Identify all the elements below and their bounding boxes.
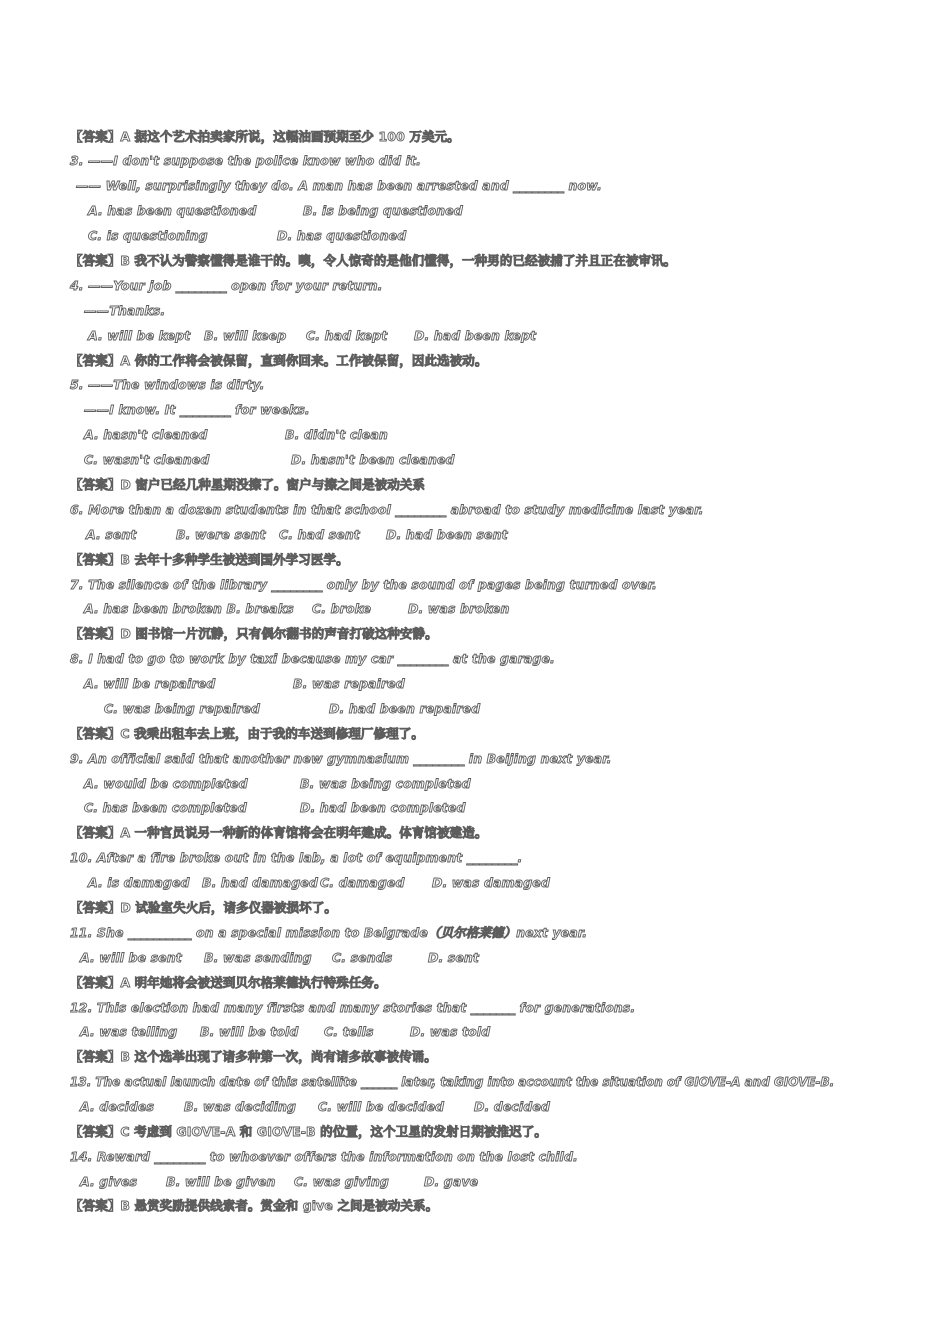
option-6d: D. had been sent: [386, 527, 508, 542]
question-6: 6. More than a dozen students in that school ________ abroad to study medicine last year.: [70, 502, 704, 517]
option-9d: D. had been completed: [300, 800, 466, 815]
option-13d: D. decided: [474, 1099, 550, 1114]
option-13b: B. was deciding: [184, 1099, 297, 1114]
question-13: 13. The actual launch date of this satellite ______ later, taking into account the situation of GIOVE-A and GIOVE-B.: [70, 1075, 835, 1089]
answer-11: 【答案】A 明年她将会被送到贝尔格莱德执行特殊任务。: [70, 975, 387, 990]
answer-14: 【答案】B 悬赏奖励提供线索者。赏金和 give 之间是被动关系。: [70, 1198, 439, 1213]
option-7c: C. broke: [312, 601, 372, 616]
option-12a: A. was telling: [80, 1024, 178, 1039]
option-5a: A. hasn't cleaned: [84, 427, 208, 442]
option-3d: D. has questioned: [277, 228, 407, 243]
option-4b: B. will keep: [204, 328, 287, 343]
option-10b: B. had damaged: [202, 875, 318, 890]
answer-9: 【答案】A 一种官员说另一种新的体育馆将会在明年建成。体育馆被建造。: [70, 825, 488, 840]
option-9c: C. has been completed: [84, 800, 247, 815]
question-5-reply: ——I know. It ________ for weeks.: [84, 402, 310, 417]
option-14c: C. was giving: [294, 1174, 389, 1189]
option-5d: D. hasn't been cleaned: [291, 452, 455, 467]
question-9: 9. An official said that another new gymnasium ________ in Beijing next year.: [70, 751, 612, 766]
question-11: 11. She __________ on a special mission to Belgrade（贝尔格莱德）next year.: [70, 925, 588, 940]
option-13a: A. decides: [80, 1099, 154, 1114]
question-8: 8. I had to go to work by taxi because my car ________ at the garage.: [70, 651, 555, 666]
question-3-reply: —— Well, surprisingly they do. A man has been arrested and ________ now.: [76, 178, 602, 193]
option-9a: A. would be completed: [84, 776, 248, 791]
option-7a-7b: A. has been broken B. breaks: [84, 601, 294, 616]
option-14d: D. gave: [424, 1174, 479, 1189]
option-11b: B. was sending: [204, 950, 312, 965]
option-5b: B. didn't clean: [285, 427, 388, 442]
option-12d: D. was told: [410, 1024, 491, 1039]
option-3b: B. is being questioned: [303, 203, 463, 218]
option-10a: A. is damaged: [88, 875, 190, 890]
option-4d: D. had been kept: [414, 328, 537, 343]
question-7: 7. The silence of the library ________ only by the sound of pages being turned over.: [70, 577, 657, 592]
option-13c: C. will be decided: [318, 1099, 445, 1114]
option-11c: C. sends: [332, 950, 393, 965]
answer-13: 【答案】C 考虑到 GIOVE-A 和 GIOVE-B 的位置，这个卫星的发射日期被推迟了。: [70, 1124, 547, 1139]
answer-8: 【答案】C 我乘出租车去上班，由于我的车送到修理厂修理了。: [70, 726, 424, 741]
question-12: 12. This election had many firsts and many stories that _______ for generations.: [70, 1000, 636, 1015]
option-8a: A. will be repaired: [84, 676, 216, 691]
option-14b: B. will be given: [166, 1174, 276, 1189]
option-4c: C. had kept: [306, 328, 388, 343]
option-12b: B. will be told: [200, 1024, 299, 1039]
answer-6: 【答案】B 去年十多种学生被送到国外学习医学。: [70, 552, 349, 567]
option-8d: D. had been repaired: [329, 701, 481, 716]
answer-10: 【答案】D 试验室失火后，诸多仪器被损坏了。: [70, 900, 337, 915]
option-6b: B. were sent: [176, 527, 266, 542]
question-4-reply: ——Thanks.: [84, 303, 166, 318]
option-8c: C. was being repaired: [104, 701, 260, 716]
question-14: 14. Reward ________ to whoever offers the information on the lost child.: [70, 1149, 578, 1164]
option-3c: C. is questioning: [88, 228, 208, 243]
question-3: 3. ——I don't suppose the police know who did it.: [70, 153, 421, 168]
answer-3: 【答案】B 我不认为警察懂得是谁干的。噢，令人惊奇的是他们懂得，一种男的已经被捕了并且正在被审讯。: [70, 253, 677, 268]
question-4: 4. ——Your job ________ open for your return.: [70, 278, 383, 293]
option-10c: C. damaged: [320, 875, 405, 890]
answer-2: 【答案】A 据这个艺术拍卖家所说，这幅油画预期至少 100 万美元。: [70, 129, 460, 144]
answer-7: 【答案】D 图书馆一片沉静，只有偶尔翻书的声音打破这种安静。: [70, 626, 438, 641]
option-11d: D. sent: [428, 950, 479, 965]
option-9b: B. was being completed: [300, 776, 471, 791]
option-14a: A. gives: [80, 1174, 138, 1189]
question-5: 5. ——The windows is dirty.: [70, 377, 265, 392]
option-6c: C. had sent: [279, 527, 360, 542]
option-7d: D. was broken: [408, 601, 510, 616]
option-3a: A. has been questioned: [88, 203, 257, 218]
option-10d: D. was damaged: [432, 875, 550, 890]
option-11a: A. will be sent: [80, 950, 182, 965]
option-4a: A. will be kept: [88, 328, 191, 343]
option-5c: C. wasn't cleaned: [84, 452, 210, 467]
answer-12: 【答案】B 这个选举出现了诸多种第一次，尚有诸多故事被传诵。: [70, 1049, 437, 1064]
option-6a: A. sent: [86, 527, 137, 542]
question-10: 10. After a fire broke out in the lab, a lot of equipment ________.: [70, 850, 523, 865]
option-12c: C. tells: [324, 1024, 374, 1039]
answer-5: 【答案】D 窗户已经几种星期没擦了。窗户与擦之间是被动关系: [70, 477, 426, 492]
answer-4: 【答案】A 你的工作将会被保留，直到你回来。工作被保留，因此选被动。: [70, 353, 488, 368]
option-8b: B. was repaired: [293, 676, 405, 691]
